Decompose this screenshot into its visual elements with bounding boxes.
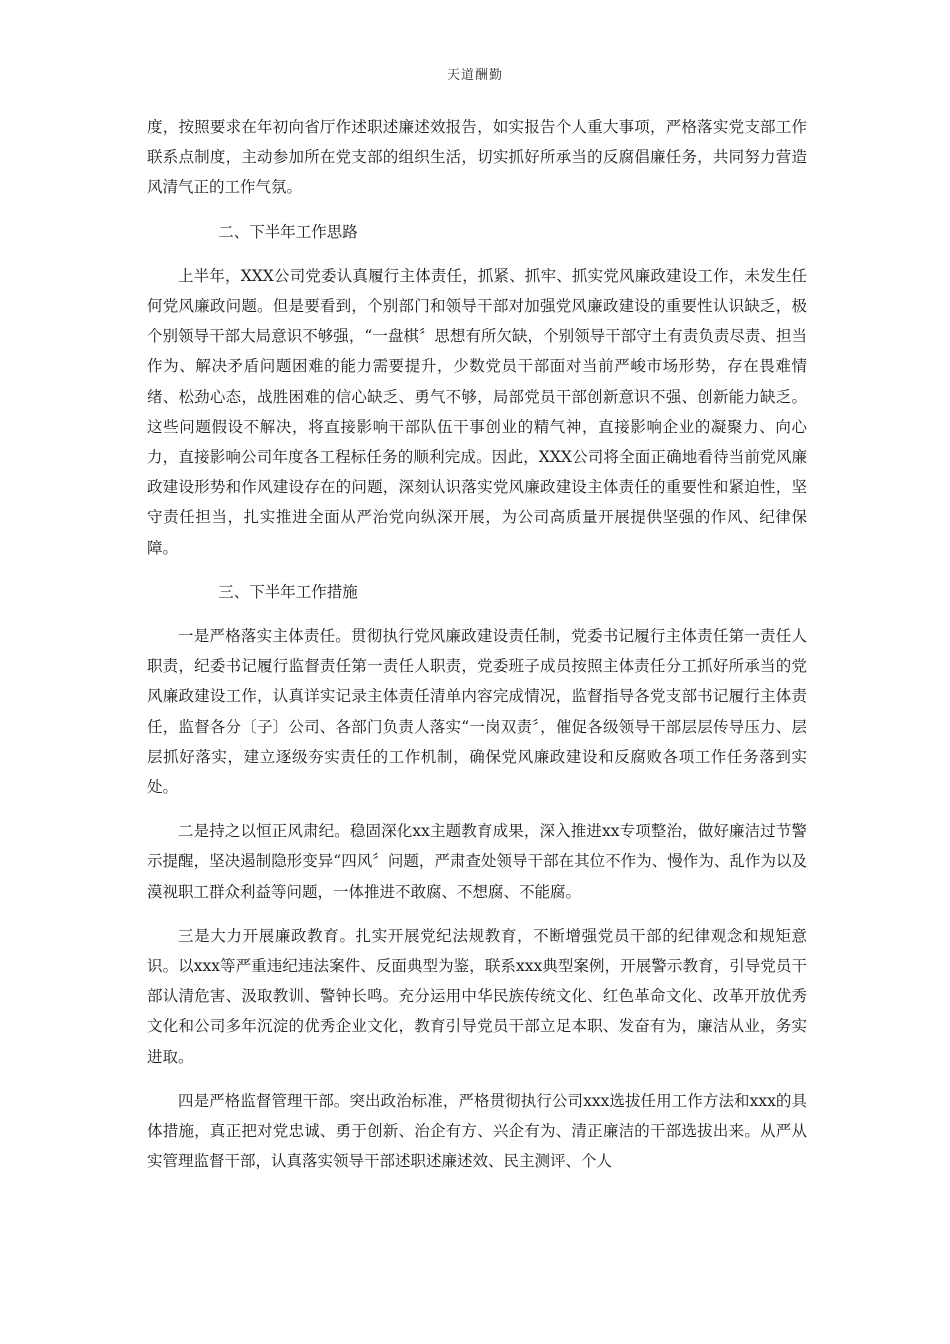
section-heading-second-half-approach: 二、下半年工作思路 — [218, 222, 358, 241]
paragraph-measure-2: 二是持之以恒正风肃纪。稳固深化xx主题教育成果，深入推进xx专项整治，做好廉洁过节警示提醒，坚决遏制隐形变异“四风〞问题，严肃查处领导干部在其位不作为、慢作为、乱作为以及漠视职工群众利益等问题，一体推进不敢腐、不想腐、不能腐。 — [147, 822, 807, 901]
paragraph-continued: 度，按照要求在年初向省厅作述职述廉述效报告，如实报告个人重大事项，严格落实党支部工作联系点制度，主动参加所在党支部的组织生活，切实抓好所承当的反腐倡廉任务，共同努力营造风清气正的工作气氛。 — [147, 118, 807, 197]
section-heading-second-half-measures: 三、下半年工作措施 — [218, 582, 358, 601]
paragraph-measure-3: 三是大力开展廉政教育。扎实开展党纪法规教育，不断增强党员干部的纪律观念和规矩意识。以xxx等严重违纪违法案件、反面典型为鉴，联系xxx典型案例，开展警示教育，引导党员干部认清危害、汲取教训、警钟长鸣。充分运用中华民族传统文化、红色革命文化、改革开放优秀文化和公司多年沉淀的优秀企业文化，教育引导党员干部立足本职、发奋有为，廉洁从业，务实进取。 — [147, 926, 807, 1066]
paragraph-first-half-review: 上半年，XXX公司党委认真履行主体责任，抓紧、抓牢、抓实党风廉政建设工作，未发生任何党风廉政问题。但是要看到，个别部门和领导干部对加强党风廉政建设的重要性认识缺乏，极个别领导干部大局意识不够强，“一盘棋〞思想有所欠缺，个别领导干部守土有责负责尽责、担当作为、解决矛盾问题困难的能力需要提升，少数党员干部面对当前严峻市场形势，存在畏难情绪、松劲心态，战胜困难的信心缺乏、勇气不够，局部党员干部创新意识不强、创新能力缺乏。这些问题假设不解决，将直接影响干部队伍干事创业的精气神，直接影响企业的凝聚力、向心力，直接影响公司年度各工程标任务的顺利完成。因此，XXX公司将全面正确地看待当前党风廉政建设形势和作风建设存在的问题，深刻认识落实党风廉政建设主体责任的重要性和紧迫性，坚守责任担当，扎实推进全面从严治党向纵深开展，为公司高质量开展提供坚强的作风、纪律保障。 — [147, 266, 807, 557]
paragraph-measure-4: 四是严格监督管理干部。突出政治标准，严格贯彻执行公司xxx选拔任用工作方法和xxx的具体措施，真正把对党忠诚、勇于创新、治企有方、兴企有为、清正廉洁的干部选拔出来。从严从实管理监督干部，认真落实领导干部述职述廉述效、民主测评、个人 — [147, 1091, 807, 1171]
page-header: 天道酬勤 — [446, 68, 503, 83]
document-body — [147, 112, 807, 1191]
paragraph-measure-1: 一是严格落实主体责任。贯彻执行党风廉政建设责任制，党委书记履行主体责任第一责任人职责，纪委书记履行监督责任第一责任人职责，党委班子成员按照主体责任分工抓好所承当的党风廉政建设工作，认真详实记录主体责任清单内容完成情况，监督指导各党支部书记履行主体责任，监督各分〔子〕公司、各部门负责人落实“一岗双责〞，催促各级领导干部层层传导压力、层层抓好落实，建立逐级夯实责任的工作机制，确保党风廉政建设和反腐败各项工作任务落到实处。 — [147, 627, 807, 797]
